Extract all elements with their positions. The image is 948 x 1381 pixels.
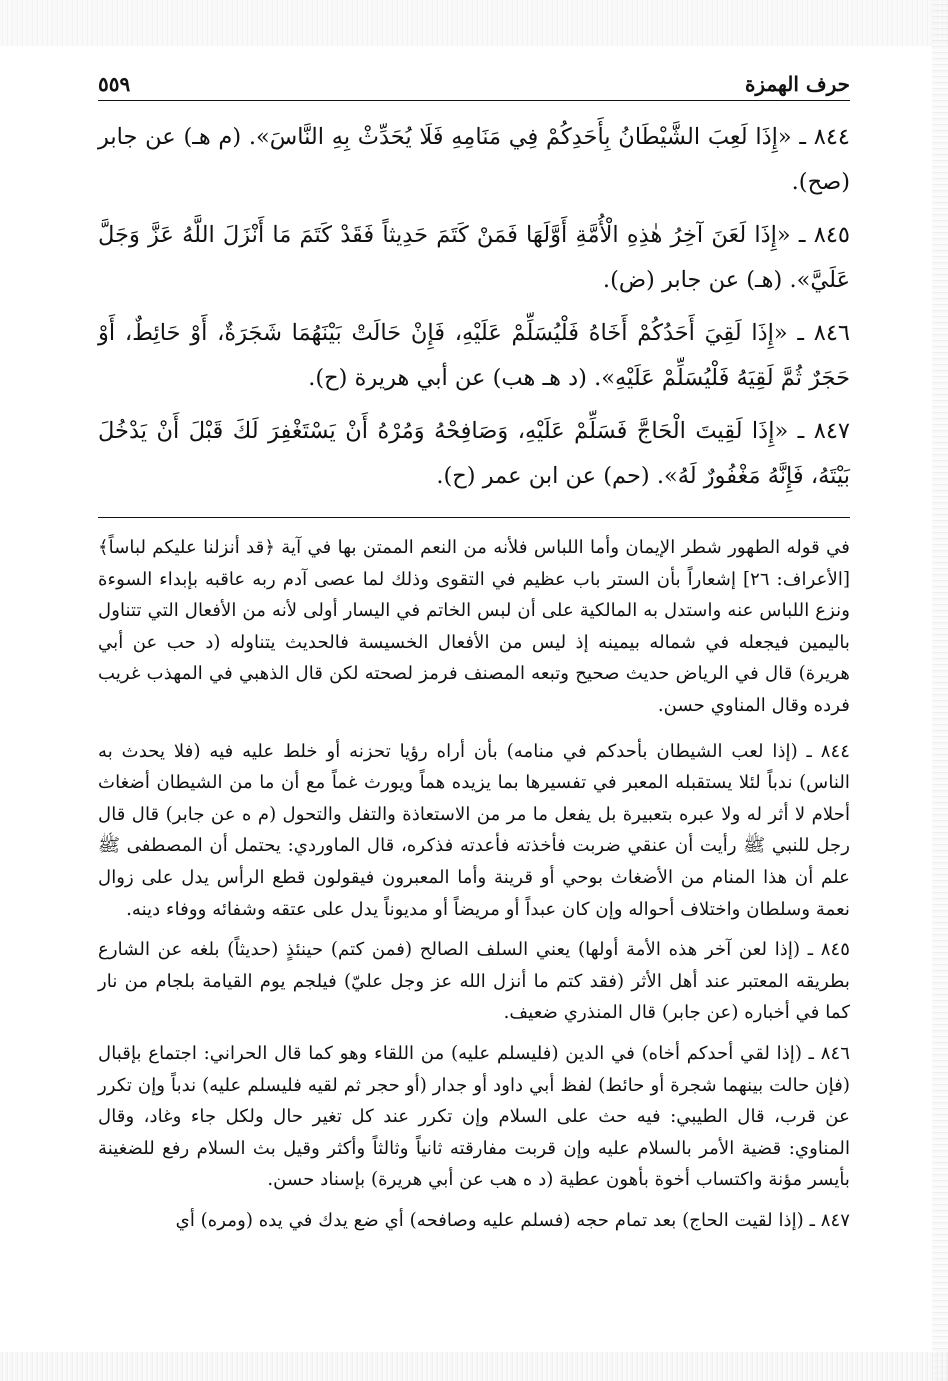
scan-edge-top [0, 0, 948, 46]
page-number: ٥٥٩ [98, 72, 140, 96]
hadith-847: ٨٤٧ ـ «إِذَا لَقِيتَ الْحَاجَّ فَسَلِّمْ عَلَيْهِ، وَصَافِحْهُ وَمُرْهُ أَنْ يَسْتَغْفِرَ لَكَ قَبْلَ أَنْ يَدْخُلَ بَيْتَهُ، فَإِنَّهُ مَغْفُورٌ لَهُ». (حم) عن ابن عمر (ح). [98, 418, 850, 489]
commentary-continuation: في قوله الطهور شطر الإيمان وأما اللباس فلأنه من النعم الممتن بها في آية ﴿قد أنزلنا عليكم لباساً﴾ [الأعراف: ٢٦] إشعاراً بأن الستر باب عظيم في التقوى وذلك لما عصى آدم ربه عاقبه بإبداء السوءة ونزع اللباس عنه واستدل به المالكية على أن لبس الخاتم في اليسار أولى لأنه من الأفعال التي تتناول باليمين فيجعله في شماله بيمينه إذ ليس من الأفعال الخسيسة فالحديث يتناوله (د حب عن أبي هريرة) قال في الرياض حديث صحيح وتبعه المصنف فرمز لصحته لكن قال الذهبي في المهذب غريب فرده وقال المناوي حسن. [98, 537, 851, 716]
commentary-846: ٨٤٦ ـ (إذا لقي أحدكم أخاه) في الدين (فليسلم عليه) من اللقاء وهو كما قال الحراني: اجتماع بإقبال (فإن حالت بينهما شجرة أو حائط) لفظ أبي داود أو جدار (أو حجر ثم لقيه فليسلم عليه) ندباً وإن تكرر عن قرب، قال الطيبي: فيه حث على السلام وإن تكرر عند كل تغير حال ولكل جاء وغاد، وقال المناوي: قضية الأمر بالسلام عليه وإن قربت مفارقته ثانياً وثالثاً وأكثر وقيل بث السلام رفع للضغينة بأيسر مؤنة واكتساب أخوة بأهون عطية (د ه هب عن أبي هريرة) بإسناد حسن. [98, 1042, 850, 1191]
page-header [98, 66, 850, 101]
commentary-844: ٨٤٤ ـ (إذا لعب الشيطان بأحدكم في منامه) بأن أراه رؤيا تحزنه أو خلط عليه فيه (فلا يحدث به الناس) ندباً لئلا يستقبله المعبر في تفسيرها بما يزيده هماً ويورث غماً مع أن ما من الشيطان أضغاث أحلام لا أثر له ولا عبره بتعبيرة بل يفعل ما مر من الاستعاذة والتفل والتحول (م ه عن جابر) قال قال رجل للنبي ﷺ رأيت أن عنقي ضربت فأخذته فأعدته فذكره، قال الماوردي: يحتمل أن المصطفى ﷺ علم أن هذا المنام من الأضغاث بوحي أو قرينة وأما المعبرون فيقولون قطع الرأس يدل على زوال نعمة وسلطان واختلاف أحواله وإن كان عبداً أو مريضاً أو مديوناً يدل على عتقه وشفائه ووفاء دينه. [98, 740, 850, 920]
commentary [98, 532, 850, 1236]
hadith-844: ٨٤٤ ـ «إِذَا لَعِبَ الشَّيْطَانُ بِأَحَدِكُمْ فِي مَنَامِهِ فَلَا يُحَدِّثْ بِهِ النَّاسَ». (م هـ) عن جابر (صح). [98, 124, 850, 195]
chapter-title: حرف الهمزة [735, 72, 850, 96]
commentary-845: ٨٤٥ ـ (إذا لعن آخر هذه الأمة أولها) يعني السلف الصالح (فمن كتم) حينئذٍ (حديثاً) بلغه عن الشارع بطريقه المعتبر عند أهل الأثر (فقد كتم ما أنزل الله عز وجل عليّ) فيلجم يوم القيامة بلجام من نار كما في أخباره (عن جابر) قال المنذري ضعيف. [98, 939, 850, 1024]
hadith-846: ٨٤٦ ـ «إِذَا لَقِيَ أَحَدُكُمْ أَخَاهُ فَلْيُسَلِّمْ عَلَيْهِ، فَإِنْ حَالَتْ بَيْنَهُمَا شَجَرَةٌ، أَوْ حَائِطٌ، أَوْ حَجَرٌ ثُمَّ لَقِيَهُ فَلْيُسَلِّمْ عَلَيْهِ». (د هـ هب) عن أبي هريرة (ح). [98, 320, 850, 391]
scan-edge-bottom [0, 1352, 948, 1381]
hadith-list [98, 115, 850, 499]
hadith-845: ٨٤٥ ـ «إِذَا لَعَنَ آخِرُ هٰذِهِ الْأُمَّةِ أَوَّلَهَا فَمَنْ كَتَمَ حَدِيثاً فَقَدْ كَتَمَ مَا أَنْزَلَ اللَّهُ عَزَّ وَجَلَّ عَلَيَّ». (هـ) عن جابر (ض). [98, 222, 850, 293]
section-divider [98, 517, 850, 518]
scan-edge-right [932, 0, 948, 1381]
book-page [98, 66, 850, 1245]
commentary-847: ٨٤٧ ـ (إذا لقيت الحاج) بعد تمام حجه (فسلم عليه وصافحه) أي ضع يدك في يده (ومره) أي [175, 1209, 850, 1231]
